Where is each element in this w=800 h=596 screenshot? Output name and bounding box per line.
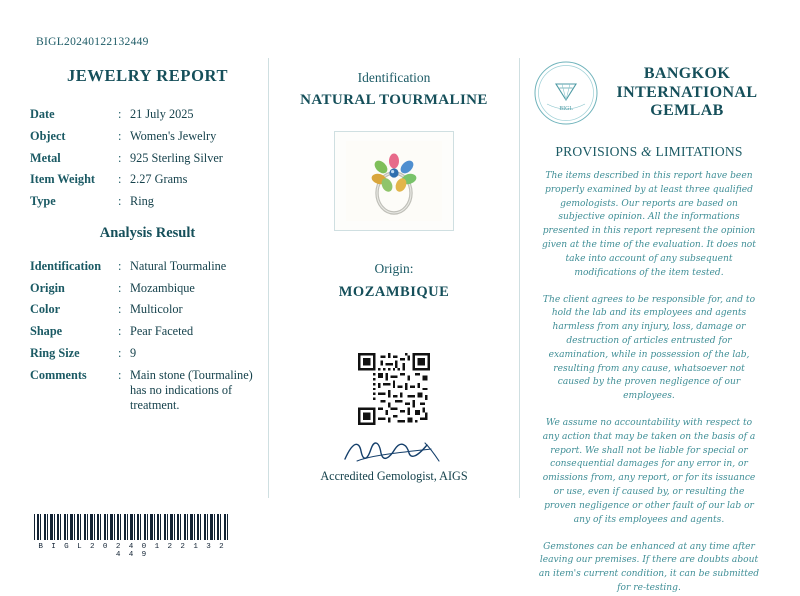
row-colon: : [118,107,122,122]
identification-value: NATURAL TOURMALINE [300,92,488,108]
row-value: Natural Tourmaline [130,258,227,273]
row-colon: : [118,172,122,187]
row-colon: : [118,280,122,295]
page-title: JEWELRY REPORT [66,66,229,85]
analysis-result-table [30,256,265,417]
signature [339,435,449,467]
row-colon: : [118,345,122,360]
table-row [30,277,265,299]
row-value: Women's Jewelry [130,128,217,143]
row-value: Mozambique [130,280,195,295]
row-key: Item Weight [30,172,96,187]
provisions-heading-amp: & [641,144,652,159]
table-row [30,256,265,278]
provisions-paragraph: We assume no accountability with respect to any action that may be taken on the basis of a report. We shall not be liable for special or consequential damages for any error in, or omissions from, any report, or for its issuance or use, even if caused by, or resulting the proven negligence or other fault of our lab or any of its employees and agents. [542,418,756,525]
provisions-heading [533,144,765,160]
right-column [523,58,773,593]
identification-label: Identification [357,70,431,85]
brand-line-2: INTERNATIONAL [616,83,758,101]
row-colon: : [118,128,122,143]
barcode [34,514,230,559]
row-colon: : [118,367,122,382]
row-colon: : [118,150,122,165]
table-row [30,147,265,169]
row-colon: : [118,324,122,339]
qr-code[interactable] [358,353,430,425]
row-key: Type [30,194,56,209]
brand-line-1: BANGKOK [643,64,731,82]
row-value: Multicolor [130,302,183,317]
row-key: Object [30,128,66,143]
provisions-paragraph: Gemstones can be enhanced at any time after leaving our premises. If there are doubts about an item's current condition, it can be submitted for re-testing. [538,541,760,593]
item-details-table [30,104,265,213]
origin-value: MOZAMBIQUE [338,284,450,300]
row-key: Color [30,302,61,317]
brand-header [533,58,765,126]
row-key: Date [30,107,55,122]
row-value: Pear Faceted [130,324,194,339]
report-id: BIGL20240122132449 [36,36,149,48]
row-key: Metal [30,150,61,165]
lab-seal-icon [533,60,599,126]
provisions-heading-part-2: LIMITATIONS [655,144,743,159]
origin-label: Origin: [374,261,414,276]
middle-column [268,58,520,498]
table-row [30,191,265,213]
ring-illustration [346,141,442,221]
row-colon: : [118,302,122,317]
analysis-result-heading: Analysis Result [99,224,196,241]
row-value: 925 Sterling Silver [130,150,223,165]
barcode-number: B I G L 2 0 2 4 0 1 2 2 1 3 2 4 4 9 [38,543,226,559]
table-row [30,104,265,126]
provisions-paragraph: The client agrees to be responsible for, and to hold the lab and its employees and agents harmless from any injury, loss, damage or destruction of articles entrusted for examination, while in possession of the lab, resulting from any cause, whatsoever not caused by the proven negligence of our employees. [542,294,756,402]
row-value: 9 [130,345,137,360]
table-row [30,126,265,148]
brand-title [609,65,765,122]
row-value: 21 July 2025 [130,107,194,122]
gemstone-photo [334,131,454,231]
brand-line-3: GEMLAB [650,102,724,120]
row-key: Identification [30,258,102,273]
row-key: Shape [30,324,63,339]
row-key: Comments [30,367,87,382]
svg-text:BIGL: BIGL [559,106,573,112]
row-colon: : [118,258,122,273]
row-key: Ring Size [30,345,80,360]
row-colon: : [118,194,122,209]
table-row [30,321,265,343]
provisions-heading-part-1: PROVISIONS [555,144,638,159]
provisions-paragraph: The items described in this report have been properly examined by at least three qualified gemologists. Our reports are based on subjective opinion. All the informations presented in this report represent the opinion given at the time of the evaluation. It does not take into account of any subsequent modifications of the item tested. [542,171,756,278]
signature-caption: Accredited Gemologist, AIGS [320,469,468,483]
table-row [30,343,265,365]
row-key: Origin [30,280,65,295]
left-column [30,58,265,498]
row-value: Ring [130,194,154,209]
row-value: Main stone (Tourmaline) has no indications of treatment. [130,367,253,413]
barcode-bars [34,514,230,540]
table-row [30,169,265,191]
row-value: 2.27 Grams [130,172,188,187]
table-row [30,299,265,321]
table-row [30,364,265,416]
